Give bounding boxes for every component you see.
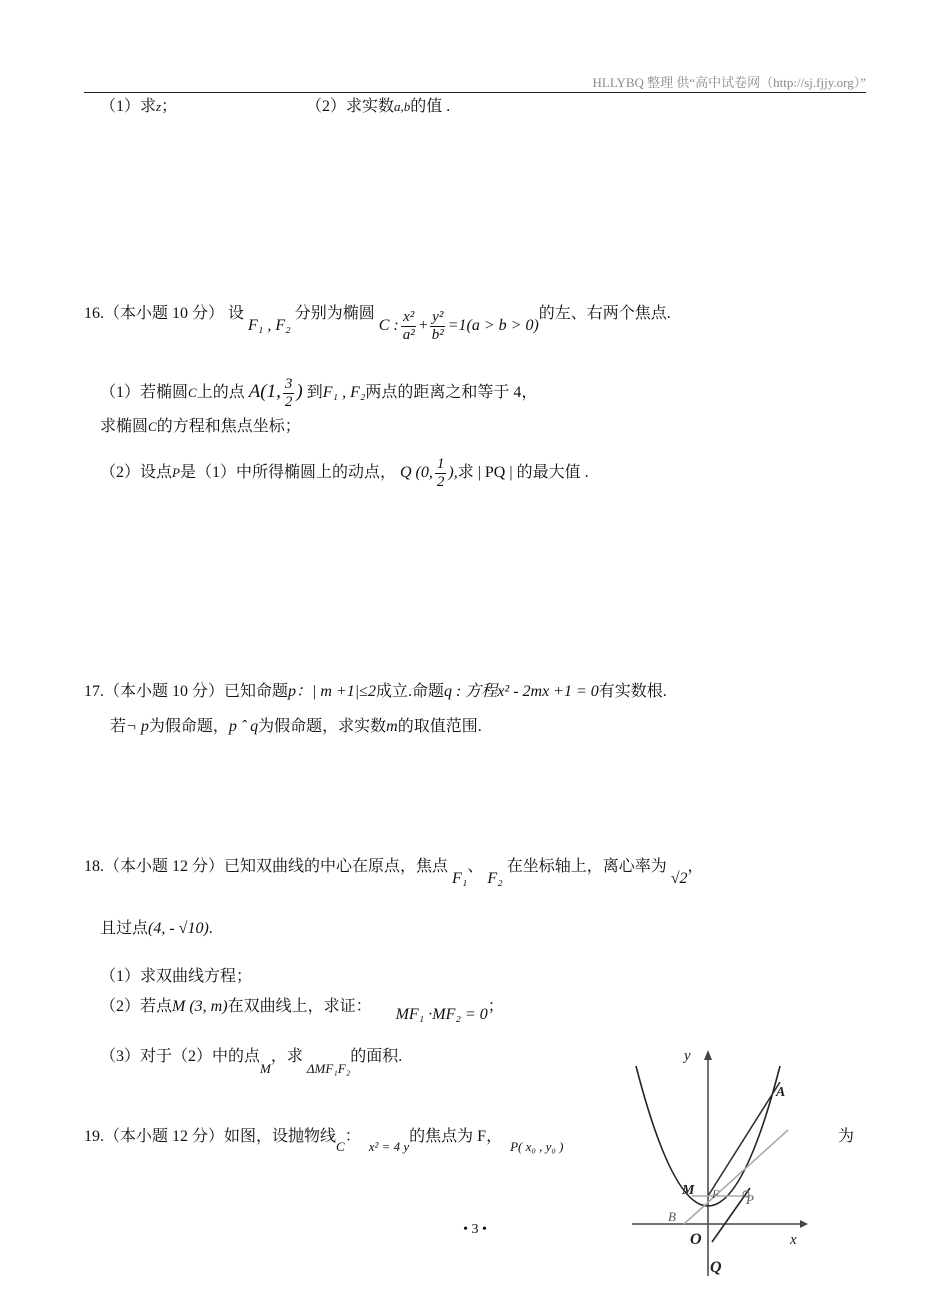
q19-head: 19.（本小题 12 分）如图，设抛物线 — [84, 1128, 337, 1145]
page-number: • 3 • — [463, 1222, 487, 1237]
q19-mid: 的焦点为 F， — [409, 1128, 503, 1145]
label-y: y — [684, 1048, 691, 1064]
q16-p1-line2-C: C — [148, 419, 157, 434]
q17-p-and-q: p ˆ q — [228, 718, 259, 735]
q16-p1-line2-b: 的方程和焦点坐标； — [156, 418, 301, 435]
q17-line2-c: 为假命题，求实数 — [258, 718, 387, 735]
q16-foci: F₁ , F₂ — [248, 317, 291, 335]
q17-mid: 成立.命题 — [375, 683, 444, 700]
q16-frac1-num: x² — [403, 309, 415, 325]
y-axis-arrow — [704, 1050, 712, 1060]
q16-frac2 — [430, 309, 446, 344]
q16-ellipse-prefix: C : — [378, 317, 399, 335]
q16-frac2-den: b² — [431, 327, 444, 343]
q18-point: (4, - √10) — [148, 920, 209, 937]
q16-pointA-num: 3 — [284, 376, 293, 392]
q16-pointQ-num: 1 — [436, 456, 445, 472]
q17-line2 — [110, 716, 482, 738]
line-FA — [708, 1082, 780, 1196]
q18-line2 — [100, 918, 213, 940]
q17-tail: 有实数根. — [598, 683, 667, 700]
q16-p1-b: 上的点 — [196, 384, 245, 402]
header-rule — [84, 92, 866, 93]
q18-dot-expr: MF₁ ·MF₂ = 0 — [395, 1006, 488, 1023]
q17-line2-d: 的取值范围. — [397, 718, 482, 735]
q18-p3-M: M — [260, 1061, 271, 1076]
q16-pointQ-post: ), — [448, 464, 458, 482]
q16-p1-a: （1）若椭圆 — [100, 384, 189, 402]
q18-head-line — [84, 856, 704, 887]
label-A: A — [776, 1085, 786, 1100]
q18-p3-a: （3）对于（2）中的点 — [100, 1048, 261, 1065]
q15-ab: a,b — [394, 99, 411, 114]
q16-p1-foci: F₁ , F₂ — [322, 384, 366, 402]
label-Q: Q — [710, 1259, 722, 1276]
q16-part1-line2 — [100, 416, 301, 438]
label-x: x — [790, 1232, 797, 1248]
label-O: O — [690, 1231, 702, 1248]
q16-mid: 分别为椭圆 — [294, 305, 375, 323]
q17-head-line — [84, 681, 667, 703]
q16-tail: 的左、右两个焦点. — [538, 305, 671, 323]
label-B: B — [668, 1209, 676, 1224]
q16-p2-b: 是（1）中所得椭圆上的动点， — [179, 464, 396, 482]
q15-part1-end: ； — [161, 98, 178, 115]
label-M: M — [682, 1183, 695, 1198]
q16-pointQ-frac — [435, 456, 447, 491]
q15-parts — [100, 96, 177, 118]
q15-part2: （2）求实数 — [306, 98, 395, 115]
q17-m: m — [386, 718, 398, 735]
q16-p1-C: C — [188, 385, 197, 401]
q18-part1: （1）求双曲线方程； — [100, 968, 253, 985]
q16-p1-c: 到 — [306, 384, 323, 402]
q16-head: 16.（本小题 10 分） 设 — [84, 305, 245, 323]
q18-triangle: ΔMF₁F₂ — [306, 1061, 351, 1076]
label-F: F — [712, 1187, 720, 1201]
q16-ellipse-suffix: =1(a > b > 0) — [447, 317, 539, 335]
q17-q-prop: q : 方程x² - 2mx +1 = 0 — [443, 683, 599, 700]
parabola-diagram — [632, 1046, 812, 1278]
q16-pointA-frac — [283, 376, 295, 411]
q16-p1-d: 两点的距离之和等于 4， — [365, 384, 538, 402]
q18-part2-line — [100, 996, 504, 1023]
q18-line2-a: 且过点 — [100, 920, 149, 937]
q16-pointQ-pre: Q (0, — [399, 464, 433, 482]
q15-part2-end: 的值 . — [410, 98, 451, 115]
q15-z: z — [156, 99, 162, 114]
q18-p2-b: 在双曲线上，求证： — [227, 998, 372, 1015]
line-BP — [684, 1130, 788, 1224]
q15-part2-line — [306, 96, 450, 118]
q18-p2-a: （2）若点 — [100, 998, 173, 1015]
page-header: HLLYBQ 整理 供“高中试卷网（http://sj.fjjy.org）” — [592, 75, 866, 90]
q16-part2-line — [100, 456, 589, 491]
q18-tail: ， — [687, 858, 704, 875]
q19-eq: x² = 4 y — [368, 1139, 410, 1154]
q17-p-prop: p：| m +1|≤2 — [288, 683, 376, 700]
q17-head: 17.（本小题 10 分）已知命题 — [84, 683, 289, 700]
q18-F1: F₁ — [452, 870, 468, 887]
q16-pointA-den: 2 — [284, 394, 293, 410]
q19-colon: ： — [344, 1128, 361, 1145]
q19-point: P( x₀ , y₀ ) — [510, 1139, 564, 1154]
q16-frac2-num: y² — [432, 309, 444, 325]
q16-frac1-den: a² — [402, 327, 415, 343]
q16-frac1 — [401, 309, 417, 344]
q17-line2-b: 为假命题， — [148, 718, 229, 735]
q18-p2-c: ； — [487, 998, 504, 1015]
q16-pointQ-den: 2 — [436, 474, 445, 490]
q16-p2-P: P — [172, 465, 180, 481]
q16-p2-a: （2）设点 — [100, 464, 173, 482]
q16-plus: + — [418, 317, 428, 335]
q18-head: 18.（本小题 12 分）已知双曲线的中心在原点，焦点 — [84, 858, 449, 875]
q18-ecc: √2 — [670, 870, 688, 887]
q16-head-line — [84, 297, 671, 343]
q19-tail: 为 — [838, 1128, 855, 1145]
q15-part1: （1）求 — [100, 98, 157, 115]
q17-not-p: ¬ p — [126, 718, 149, 735]
parabola-figure — [632, 1046, 812, 1278]
q16-part1-line — [100, 376, 537, 411]
q18-line2-b: . — [208, 920, 213, 937]
q19-head-line — [84, 1126, 564, 1154]
q18-F2: F₂ — [487, 870, 503, 887]
q16-p2-c: 求 | PQ | 的最大值 . — [457, 464, 589, 482]
q18-p3-c: 的面积. — [350, 1048, 403, 1065]
q18-p3-b: ，求 — [270, 1048, 303, 1065]
q18-sep: 、 — [467, 858, 484, 875]
q19-C: C — [336, 1139, 345, 1154]
q18-mid: 在坐标轴上，离心率为 — [506, 858, 667, 875]
q18-pointM: M (3, m) — [172, 998, 228, 1015]
label-P: P — [746, 1192, 754, 1207]
q17-line2-a: 若 — [110, 718, 127, 735]
q16-pointA-post: ) — [296, 381, 303, 403]
q16-pointA-pre: A(1, — [248, 381, 281, 403]
q16-p1-line2-a: 求椭圆 — [100, 418, 149, 435]
